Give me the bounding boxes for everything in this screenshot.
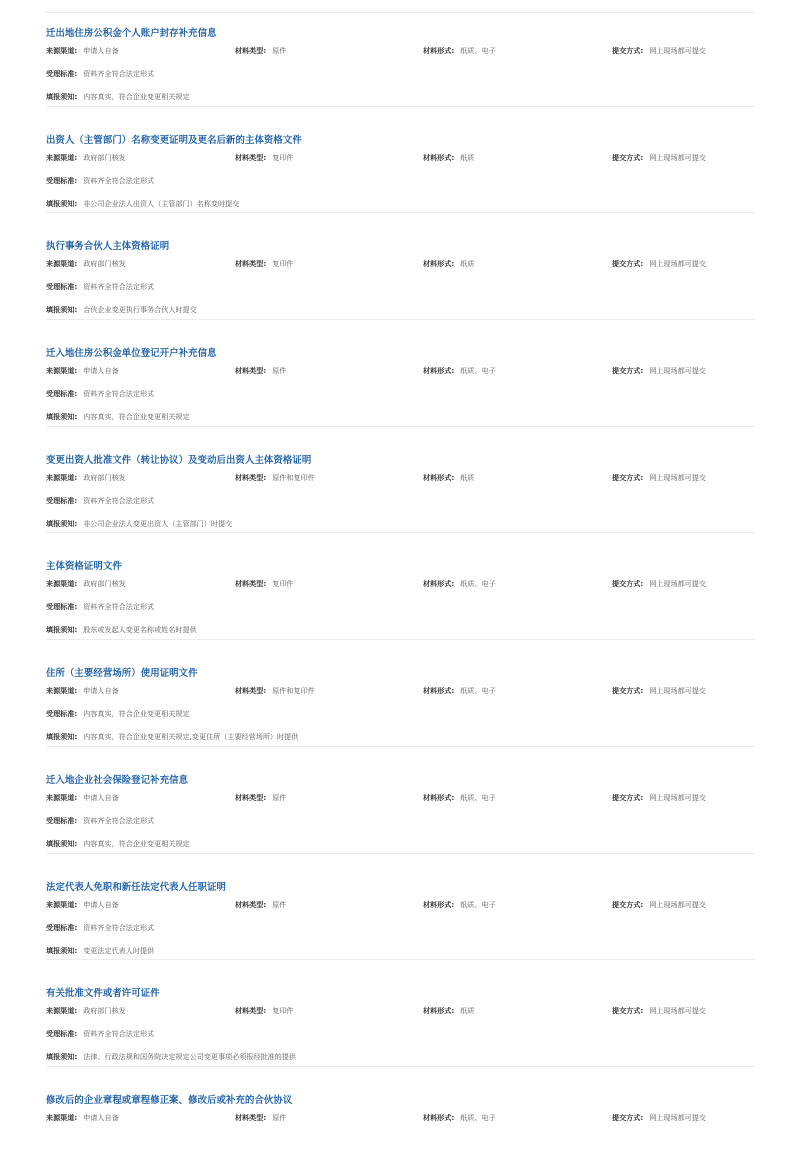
submit-method-label: 提交方式: — [612, 472, 644, 482]
filling-notes-label: 填报须知: — [46, 838, 78, 848]
submit-method — [612, 686, 706, 696]
source-channel-value: 政府部门核发 — [83, 152, 126, 162]
material-title-link[interactable]: 主体资格证明文件 — [46, 561, 122, 573]
source-channel-value: 政府部门核发 — [83, 1006, 126, 1016]
acceptance-standard-label: 受理标准: — [46, 815, 78, 825]
source-channel — [46, 153, 126, 163]
source-channel — [46, 686, 119, 696]
submit-method-label: 提交方式: — [612, 792, 644, 802]
material-form — [423, 686, 496, 696]
source-channel — [46, 1113, 119, 1123]
material-type-label: 材料类型: — [235, 899, 267, 909]
filling-notes-value: 内容真实，符合企业变更相关规定 — [83, 838, 190, 848]
filling-notes — [46, 732, 298, 742]
source-channel — [46, 900, 119, 910]
acceptance-standard — [46, 923, 154, 933]
material-title-link[interactable]: 修改后的企业章程或章程修正案、修改后或补充的合伙协议 — [46, 1094, 293, 1106]
submit-method-value: 网上现场都可提交 — [649, 899, 706, 909]
acceptance-standard-value: 资料齐全符合法定形式 — [83, 1029, 155, 1039]
submit-method — [612, 579, 706, 589]
material-title-link[interactable]: 出资人（主管部门）名称变更证明及更名后新的主体资格文件 — [46, 134, 302, 146]
acceptance-standard-value: 资料齐全符合法定形式 — [83, 389, 155, 399]
acceptance-standard-value: 资料齐全符合法定形式 — [83, 815, 155, 825]
material-form-label: 材料形式: — [423, 259, 455, 269]
submit-method-label: 提交方式: — [612, 899, 644, 909]
filling-notes — [46, 946, 154, 956]
filling-notes-label: 填报须知: — [46, 518, 78, 528]
material-form-value: 纸质、电子 — [460, 579, 496, 589]
material-form-label: 材料形式: — [423, 792, 455, 802]
material-item — [46, 854, 755, 961]
submit-method — [612, 153, 706, 163]
filling-notes-value: 内容真实，符合企业变更相关规定 — [83, 412, 190, 422]
material-type-label: 材料类型: — [235, 366, 267, 376]
submit-method-label: 提交方式: — [612, 579, 644, 589]
filling-notes — [46, 199, 239, 209]
material-item — [46, 107, 755, 214]
acceptance-standard — [46, 1029, 154, 1039]
source-channel-label: 来源渠道: — [46, 899, 78, 909]
material-form — [423, 473, 474, 483]
acceptance-standard-value: 资料齐全符合法定形式 — [83, 495, 155, 505]
material-item — [46, 960, 755, 1067]
submit-method-value: 网上现场都可提交 — [649, 792, 706, 802]
filling-notes — [46, 839, 190, 849]
material-form — [423, 259, 474, 269]
material-title-link[interactable]: 有关批准文件或者许可证件 — [46, 988, 160, 1000]
material-item — [46, 427, 755, 534]
filling-notes-value: 非公司企业法人变更出资人（主管部门）时提交 — [83, 518, 233, 528]
source-channel — [46, 366, 119, 376]
material-form — [423, 153, 474, 163]
source-channel-value: 申请人自备 — [83, 46, 119, 55]
acceptance-standard-label: 受理标准: — [46, 709, 78, 719]
material-form — [423, 793, 496, 803]
material-form-value: 纸质、电子 — [460, 899, 496, 909]
material-form-value: 纸质、电子 — [460, 686, 496, 696]
filling-notes-label: 填报须知: — [46, 92, 78, 101]
material-type-value: 原件和复印件 — [272, 472, 315, 482]
material-form-value: 纸质、电子 — [460, 792, 496, 802]
acceptance-standard — [46, 709, 190, 719]
submit-method — [612, 793, 706, 803]
source-channel-value: 申请人自备 — [83, 899, 119, 909]
submit-method-value: 网上现场都可提交 — [649, 1006, 706, 1016]
acceptance-standard — [46, 496, 154, 506]
material-type-label: 材料类型: — [235, 686, 267, 696]
filling-notes-label: 填报须知: — [46, 625, 78, 635]
acceptance-standard-value: 资料齐全符合法定形式 — [83, 922, 155, 932]
source-channel-label: 来源渠道: — [46, 259, 78, 269]
filling-notes-value: 内容真实，符合企业变更相关规定,变更住所（主要经营场所）时提供 — [83, 732, 299, 742]
source-channel-value: 申请人自备 — [83, 686, 119, 696]
material-form-label: 材料形式: — [423, 366, 455, 376]
material-type — [235, 1006, 294, 1016]
filling-notes-label: 填报须知: — [46, 1052, 78, 1062]
material-form-label: 材料形式: — [423, 1006, 455, 1016]
acceptance-standard-label: 受理标准: — [46, 175, 78, 185]
filling-notes-value: 非公司企业法人出资人（主管部门）名称变时提交 — [83, 198, 240, 208]
material-title-link[interactable]: 迁入地企业社会保险登记补充信息 — [46, 774, 189, 786]
filling-notes-label: 填报须知: — [46, 305, 78, 315]
material-type — [235, 366, 286, 376]
material-form-label: 材料形式: — [423, 579, 455, 589]
acceptance-standard — [46, 282, 154, 292]
material-form-value: 纸质、电子 — [460, 46, 496, 55]
material-type — [235, 579, 294, 589]
material-type-value: 原件 — [272, 792, 287, 802]
material-form — [423, 1113, 496, 1123]
submit-method — [612, 366, 706, 376]
source-channel — [46, 259, 126, 269]
material-form-value: 纸质 — [460, 152, 475, 162]
acceptance-standard-label: 受理标准: — [46, 602, 78, 612]
submit-method — [612, 900, 706, 910]
material-type-value: 复印件 — [272, 1006, 294, 1016]
material-form — [423, 46, 496, 56]
material-type-label: 材料类型: — [235, 1006, 267, 1016]
filling-notes-label: 填报须知: — [46, 412, 78, 422]
material-item — [46, 640, 755, 747]
submit-method-label: 提交方式: — [612, 46, 644, 55]
material-title-link[interactable]: 法定代表人免职和新任法定代表人任职证明 — [46, 881, 227, 893]
acceptance-standard-value: 资料齐全符合法定形式 — [83, 69, 155, 78]
source-channel-label: 来源渠道: — [46, 579, 78, 589]
material-type-value: 原件 — [272, 899, 287, 909]
submit-method — [612, 473, 706, 483]
submit-method — [612, 1006, 706, 1016]
material-form-label: 材料形式: — [423, 1112, 455, 1122]
acceptance-standard — [46, 602, 154, 612]
material-type — [235, 686, 315, 696]
filling-notes-value: 合伙企业变更执行事务合伙人时提交 — [83, 305, 197, 315]
filling-notes-value: 内容真实，符合企业变更相关规定 — [83, 92, 190, 101]
source-channel — [46, 46, 119, 56]
material-form — [423, 579, 496, 589]
source-channel-label: 来源渠道: — [46, 152, 78, 162]
source-channel-value: 政府部门核发 — [83, 259, 126, 269]
submit-method-label: 提交方式: — [612, 686, 644, 696]
material-form — [423, 900, 496, 910]
source-channel-value: 申请人自备 — [83, 366, 119, 376]
source-channel — [46, 1006, 126, 1016]
material-type-value: 复印件 — [272, 259, 294, 269]
material-item — [46, 533, 755, 640]
material-type-label: 材料类型: — [235, 472, 267, 482]
acceptance-standard — [46, 816, 154, 826]
acceptance-standard-value: 资料齐全符合法定形式 — [83, 282, 155, 292]
material-form-label: 材料形式: — [423, 686, 455, 696]
acceptance-standard-label: 受理标准: — [46, 1029, 78, 1039]
acceptance-standard — [46, 176, 154, 186]
acceptance-standard-value: 资料齐全符合法定形式 — [83, 175, 155, 185]
material-form-label: 材料形式: — [423, 152, 455, 162]
acceptance-standard-label: 受理标准: — [46, 389, 78, 399]
source-channel-label: 来源渠道: — [46, 1112, 78, 1122]
material-title-link[interactable]: 执行事务合伙人主体资格证明 — [46, 241, 170, 253]
material-form-value: 纸质 — [460, 259, 475, 269]
material-type-label: 材料类型: — [235, 259, 267, 269]
filling-notes-value: 变更法定代表人时提供 — [83, 945, 155, 955]
material-item — [46, 747, 755, 854]
material-type — [235, 1113, 286, 1123]
source-channel-value: 申请人自备 — [83, 792, 119, 802]
filling-notes-value: 股东或发起人变更名称或姓名时提供 — [83, 625, 197, 635]
acceptance-standard — [46, 69, 154, 79]
material-type-value: 原件 — [272, 1112, 287, 1122]
acceptance-standard-value: 内容真实，符合企业变更相关规定 — [83, 709, 190, 719]
material-type — [235, 793, 286, 803]
material-type — [235, 46, 286, 56]
submit-method-value: 网上现场都可提交 — [649, 686, 706, 696]
filling-notes-value: 法律、行政法规和国务院决定规定公司变更事项必须报经批准的提供 — [83, 1052, 297, 1062]
material-type-label: 材料类型: — [235, 579, 267, 589]
material-form-value: 纸质 — [460, 1006, 475, 1016]
submit-method — [612, 259, 706, 269]
source-channel-label: 来源渠道: — [46, 46, 78, 55]
material-type — [235, 259, 294, 269]
submit-method-value: 网上现场都可提交 — [649, 472, 706, 482]
material-title-link[interactable]: 变更出资人批准文件（转让协议）及变动后出资人主体资格证明 — [46, 454, 312, 466]
filling-notes — [46, 412, 190, 422]
source-channel-label: 来源渠道: — [46, 366, 78, 376]
material-form-label: 材料形式: — [423, 46, 455, 55]
material-type-label: 材料类型: — [235, 46, 267, 55]
material-form-value: 纸质、电子 — [460, 1112, 496, 1122]
source-channel-value: 政府部门核发 — [83, 579, 126, 589]
acceptance-standard-label: 受理标准: — [46, 922, 78, 932]
submit-method-label: 提交方式: — [612, 259, 644, 269]
material-type-value: 原件和复印件 — [272, 686, 315, 696]
source-channel-label: 来源渠道: — [46, 686, 78, 696]
material-list — [46, 0, 755, 1174]
material-type — [235, 900, 286, 910]
filling-notes — [46, 1052, 296, 1062]
material-type-label: 材料类型: — [235, 152, 267, 162]
acceptance-standard — [46, 389, 154, 399]
acceptance-standard-value: 资料齐全符合法定形式 — [83, 602, 155, 612]
source-channel — [46, 473, 126, 483]
material-type-value: 复印件 — [272, 152, 294, 162]
acceptance-standard-label: 受理标准: — [46, 69, 78, 78]
submit-method-label: 提交方式: — [612, 152, 644, 162]
material-item — [46, 213, 755, 320]
material-item — [46, 0, 755, 107]
submit-method — [612, 1113, 706, 1123]
filling-notes — [46, 92, 190, 102]
material-item — [46, 320, 755, 427]
submit-method-value: 网上现场都可提交 — [649, 46, 706, 55]
submit-method-value: 网上现场都可提交 — [649, 366, 706, 376]
material-form-value: 纸质、电子 — [460, 366, 496, 376]
filling-notes-label: 填报须知: — [46, 198, 78, 208]
material-title-link[interactable]: 住所（主要经营场所）使用证明文件 — [46, 668, 198, 680]
material-type-label: 材料类型: — [235, 1112, 267, 1122]
source-channel-label: 来源渠道: — [46, 792, 78, 802]
filling-notes — [46, 305, 197, 315]
submit-method-value: 网上现场都可提交 — [649, 259, 706, 269]
submit-method — [612, 46, 706, 56]
material-form-label: 材料形式: — [423, 899, 455, 909]
filling-notes-label: 填报须知: — [46, 732, 78, 742]
material-title-link[interactable]: 迁入地住房公积金单位登记开户补充信息 — [46, 348, 217, 360]
source-channel — [46, 579, 126, 589]
source-channel-value: 政府部门核发 — [83, 472, 126, 482]
material-type-value: 原件 — [272, 46, 287, 55]
source-channel-value: 申请人自备 — [83, 1112, 119, 1122]
material-type-value: 原件 — [272, 366, 287, 376]
material-type — [235, 153, 294, 163]
source-channel-label: 来源渠道: — [46, 1006, 78, 1016]
material-item — [46, 1067, 755, 1174]
filling-notes — [46, 625, 197, 635]
material-type-value: 复印件 — [272, 579, 294, 589]
submit-method-label: 提交方式: — [612, 366, 644, 376]
acceptance-standard-label: 受理标准: — [46, 495, 78, 505]
filling-notes — [46, 519, 232, 529]
submit-method-value: 网上现场都可提交 — [649, 1112, 706, 1122]
submit-method-value: 网上现场都可提交 — [649, 579, 706, 589]
material-form — [423, 1006, 474, 1016]
material-title-link[interactable]: 迁出地住房公积金个人账户封存补充信息 — [46, 28, 217, 39]
material-form — [423, 366, 496, 376]
material-form-value: 纸质 — [460, 472, 475, 482]
submit-method-label: 提交方式: — [612, 1006, 644, 1016]
submit-method-value: 网上现场都可提交 — [649, 152, 706, 162]
source-channel — [46, 793, 119, 803]
submit-method-label: 提交方式: — [612, 1112, 644, 1122]
material-type — [235, 473, 315, 483]
acceptance-standard-label: 受理标准: — [46, 282, 78, 292]
source-channel-label: 来源渠道: — [46, 472, 78, 482]
filling-notes-label: 填报须知: — [46, 945, 78, 955]
material-type-label: 材料类型: — [235, 792, 267, 802]
material-form-label: 材料形式: — [423, 472, 455, 482]
